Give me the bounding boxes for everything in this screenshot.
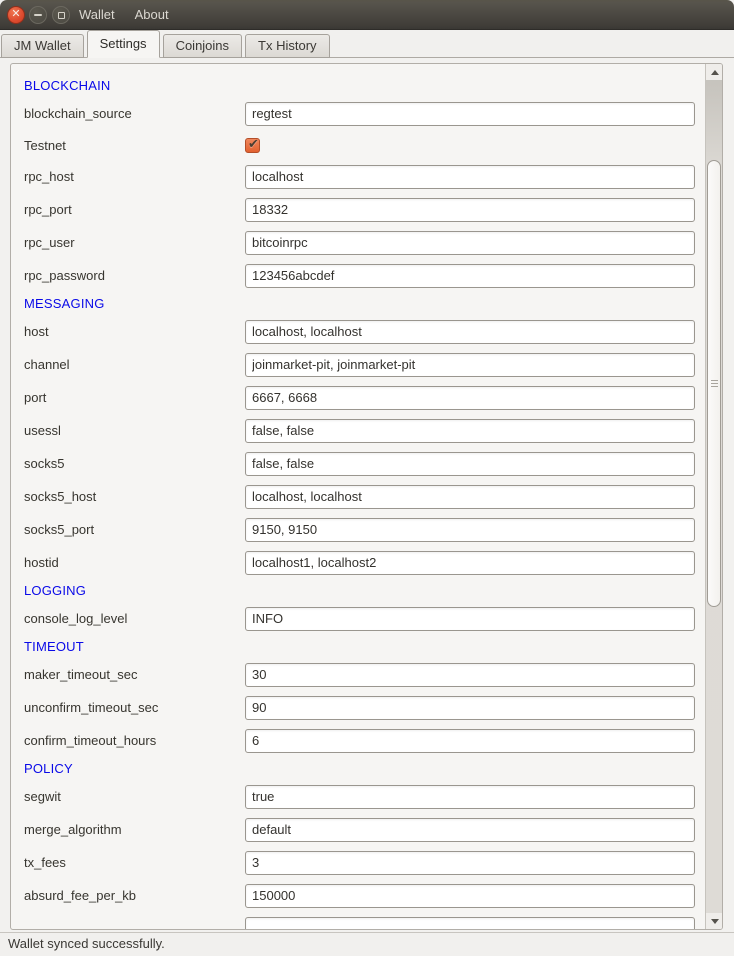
- field-label-host: host: [24, 324, 49, 339]
- thumb-grip-icon: [711, 383, 718, 384]
- input-tx-fees[interactable]: [245, 851, 695, 875]
- close-button[interactable]: [7, 6, 25, 24]
- field-label-port: port: [24, 390, 47, 405]
- window-titlebar: [0, 0, 734, 30]
- section-title: LOGGING: [24, 583, 87, 598]
- settings-scroll-area: [10, 63, 723, 930]
- field-row-unconfirm-timeout-sec: [24, 691, 705, 724]
- scroll-up-icon: [711, 70, 719, 75]
- input-channel[interactable]: [245, 353, 695, 377]
- field-label-testnet: Testnet: [24, 137, 66, 153]
- field-label-unconfirm-timeout-sec: unconfirm_timeout_sec: [24, 700, 159, 715]
- field-label-maker-timeout-sec: maker_timeout_sec: [24, 667, 138, 682]
- section-header-logging: [24, 579, 705, 602]
- input-socks5-port[interactable]: [245, 518, 695, 542]
- field-row-host: [24, 315, 705, 348]
- field-row-row-4-4: [24, 912, 705, 929]
- input-console-log-level[interactable]: [245, 607, 695, 631]
- scroll-up-button[interactable]: [706, 64, 723, 80]
- input-rpc-user[interactable]: [245, 231, 695, 255]
- field-label-channel: channel: [24, 357, 70, 372]
- menu-item-wallet[interactable]: Wallet: [79, 7, 115, 22]
- input-absurd-fee-per-kb[interactable]: [245, 884, 695, 908]
- settings-pane: [0, 58, 734, 932]
- section-header-blockchain: [24, 74, 705, 97]
- field-row-socks5-host: [24, 480, 705, 513]
- input-rpc-port[interactable]: [245, 198, 695, 222]
- field-row-absurd-fee-per-kb: [24, 879, 705, 912]
- field-row-hostid: [24, 546, 705, 579]
- tab-tx-history[interactable]: Tx History: [245, 34, 330, 58]
- field-row-usessl: [24, 414, 705, 447]
- minimize-button[interactable]: [29, 6, 47, 24]
- close-icon: ✕: [11, 8, 21, 20]
- section-title: BLOCKCHAIN: [24, 78, 111, 93]
- input-rpc-password[interactable]: [245, 264, 695, 288]
- maximize-icon: [58, 12, 65, 19]
- field-label-usessl: usessl: [24, 423, 61, 438]
- field-label-absurd-fee-per-kb: absurd_fee_per_kb: [24, 888, 137, 903]
- input-maker-timeout-sec[interactable]: [245, 663, 695, 687]
- section-header-messaging: [24, 292, 705, 315]
- thumb-grip-icon: [711, 386, 718, 387]
- menubar: [69, 0, 179, 30]
- field-label-rpc-password: rpc_password: [24, 268, 105, 283]
- field-label-socks5-host: socks5_host: [24, 489, 97, 504]
- status-text: Wallet synced successfully.: [8, 936, 165, 951]
- input-segwit[interactable]: [245, 785, 695, 809]
- field-label-confirm-timeout-hours: confirm_timeout_hours: [24, 733, 157, 748]
- field-row-confirm-timeout-hours: [24, 724, 705, 757]
- input-socks5[interactable]: [245, 452, 695, 476]
- input-merge-algorithm[interactable]: [245, 818, 695, 842]
- field-row-port: [24, 381, 705, 414]
- vertical-scrollbar[interactable]: [705, 64, 722, 929]
- input-host[interactable]: [245, 320, 695, 344]
- tab-coinjoins[interactable]: Coinjoins: [163, 34, 242, 58]
- field-row-channel: [24, 348, 705, 381]
- field-row-socks5-port: [24, 513, 705, 546]
- field-row-rpc-host: [24, 160, 705, 193]
- field-label-console-log-level: console_log_level: [24, 611, 128, 626]
- field-row-segwit: [24, 780, 705, 813]
- field-label-rpc-port: rpc_port: [24, 202, 72, 217]
- field-label-segwit: segwit: [24, 789, 61, 804]
- section-header-timeout: [24, 635, 705, 658]
- section-header-policy: [24, 757, 705, 780]
- tab-settings[interactable]: Settings: [87, 30, 160, 58]
- field-row-rpc-password: [24, 259, 705, 292]
- input-usessl[interactable]: [245, 419, 695, 443]
- field-label-merge-algorithm: merge_algorithm: [24, 822, 122, 837]
- input-blockchain-source[interactable]: [245, 102, 695, 126]
- field-row-console-log-level: [24, 602, 705, 635]
- tab-bar: [0, 30, 734, 58]
- scrollbar-thumb[interactable]: [707, 160, 721, 607]
- field-label-hostid: hostid: [24, 555, 59, 570]
- scroll-down-button[interactable]: [706, 913, 723, 929]
- field-label-blockchain-source: blockchain_source: [24, 106, 132, 121]
- field-label-socks5-port: socks5_port: [24, 522, 95, 537]
- menu-item-about[interactable]: About: [134, 7, 169, 22]
- field-label-rpc-host: rpc_host: [24, 169, 74, 184]
- testnet-checkbox[interactable]: [245, 135, 260, 153]
- section-title: TIMEOUT: [24, 639, 84, 654]
- field-label-socks5: socks5: [24, 456, 65, 471]
- field-row-testnet: [24, 130, 705, 160]
- input-row-4-4[interactable]: [245, 917, 695, 930]
- section-title: MESSAGING: [24, 296, 105, 311]
- tab-jm-wallet[interactable]: JM Wallet: [1, 34, 84, 58]
- status-bar: [0, 932, 734, 956]
- field-row-maker-timeout-sec: [24, 658, 705, 691]
- input-confirm-timeout-hours[interactable]: [245, 729, 695, 753]
- field-row-socks5: [24, 447, 705, 480]
- input-hostid[interactable]: [245, 551, 695, 575]
- field-label-tx-fees: tx_fees: [24, 855, 66, 870]
- thumb-grip-icon: [711, 380, 718, 381]
- input-rpc-host[interactable]: [245, 165, 695, 189]
- input-socks5-host[interactable]: [245, 485, 695, 509]
- field-row-rpc-port: [24, 193, 705, 226]
- field-row-blockchain-source: [24, 97, 705, 130]
- checkmark-icon: ✔: [248, 135, 259, 151]
- scroll-down-icon: [711, 919, 719, 924]
- field-row-merge-algorithm: [24, 813, 705, 846]
- section-title: POLICY: [24, 761, 73, 776]
- input-port[interactable]: [245, 386, 695, 410]
- field-row-tx-fees: [24, 846, 705, 879]
- settings-content: [11, 64, 705, 929]
- input-unconfirm-timeout-sec[interactable]: [245, 696, 695, 720]
- field-label-rpc-user: rpc_user: [24, 235, 75, 250]
- field-row-rpc-user: [24, 226, 705, 259]
- maximize-button[interactable]: [52, 6, 70, 24]
- minimize-icon: [34, 14, 42, 16]
